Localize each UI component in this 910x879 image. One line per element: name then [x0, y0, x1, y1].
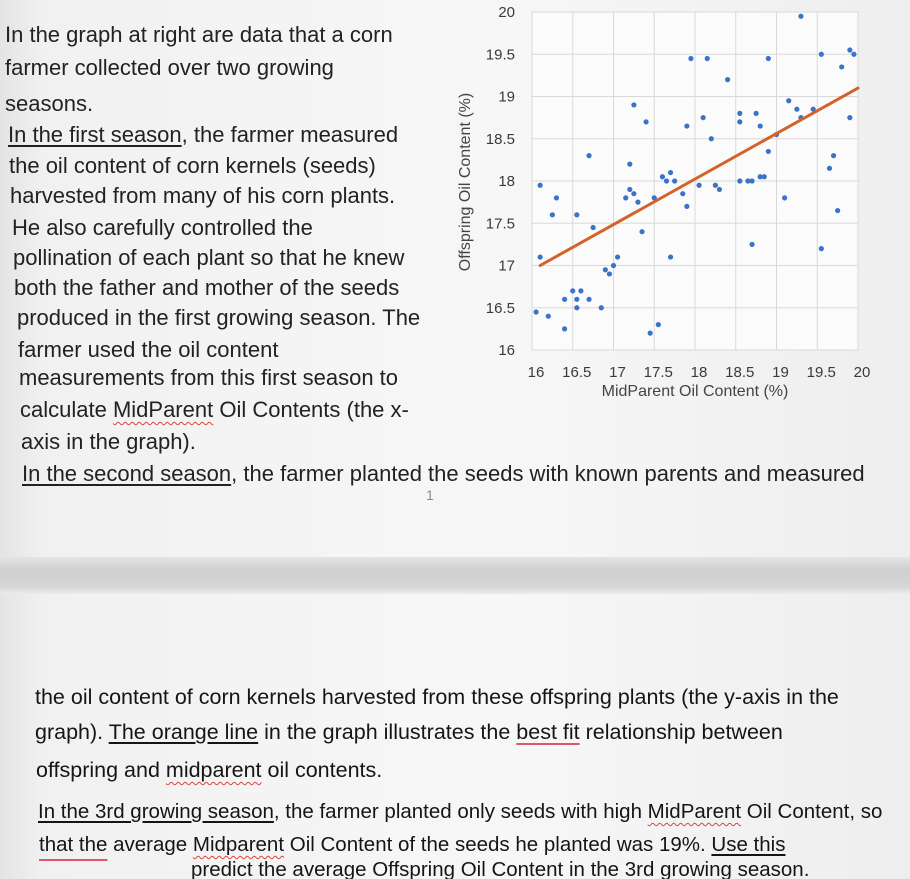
- x-tick-label: 18: [690, 364, 708, 381]
- x-tick-label: 18.5: [725, 364, 755, 381]
- paragraph-line: [5, 90, 93, 118]
- data-point: [717, 187, 722, 192]
- data-point: [538, 183, 543, 188]
- data-point: [599, 305, 604, 310]
- paragraph-line: [22, 460, 865, 488]
- page-number: 1: [426, 487, 434, 503]
- paragraph-line: [36, 756, 382, 784]
- data-point: [725, 77, 730, 82]
- data-point: [639, 229, 644, 234]
- second-season-heading: In the second season: [22, 461, 232, 486]
- data-point: [851, 52, 856, 57]
- scatter-chart: [455, 0, 880, 405]
- text: pollination of each plant so that he knew: [13, 245, 405, 270]
- text: Oil Content of the seeds he planted was 19%.: [284, 833, 712, 856]
- x-axis-title: MidParent Oil Content (%): [601, 383, 789, 400]
- text: measurements from this first season to: [19, 365, 399, 390]
- data-point: [546, 314, 551, 319]
- data-point: [668, 170, 673, 175]
- data-point: [749, 242, 754, 247]
- data-point: [615, 254, 620, 259]
- paragraph-line: [9, 152, 376, 180]
- data-point: [758, 123, 763, 128]
- data-point: [835, 208, 840, 213]
- cut-off-line: [191, 856, 809, 879]
- data-point: [827, 166, 832, 171]
- data-point: [819, 52, 824, 57]
- text: seasons.: [5, 91, 94, 116]
- paragraph-line: [20, 396, 409, 424]
- text: relationship between: [579, 720, 783, 744]
- data-point: [607, 271, 612, 276]
- data-point: [586, 153, 591, 158]
- data-point: [696, 183, 701, 188]
- text: farmer collected over two growing: [5, 55, 334, 80]
- data-point: [591, 225, 596, 230]
- text: average: [107, 833, 193, 856]
- data-point: [570, 288, 575, 293]
- data-point: [627, 187, 632, 192]
- text: graph).: [35, 720, 109, 744]
- data-point: [578, 288, 583, 293]
- data-point: [664, 178, 669, 183]
- orange-line-phrase: The orange line: [108, 720, 259, 744]
- data-point: [684, 204, 689, 209]
- paragraph-line: [35, 683, 839, 711]
- data-point: [762, 174, 767, 179]
- spellcheck-word: midparent: [165, 758, 262, 782]
- data-point: [847, 47, 852, 52]
- x-tick-label: 17.5: [643, 364, 673, 381]
- text: harvested from many of his corn plants.: [10, 183, 396, 208]
- data-point: [737, 178, 742, 183]
- data-point: [656, 322, 661, 327]
- text: Oil Contents (the x-: [213, 397, 409, 422]
- third-season-heading: In the 3rd growing season: [38, 800, 274, 823]
- text: He also carefully controlled the: [12, 215, 313, 240]
- text: both the father and mother of the seeds: [14, 275, 400, 300]
- data-point: [737, 119, 742, 124]
- text: , the farmer planted the seeds with known parents and measured: [231, 461, 865, 486]
- text: In the graph at right are data that a corn: [5, 22, 393, 47]
- data-point: [831, 153, 836, 158]
- paragraph-line: [13, 244, 404, 272]
- y-axis-title: Offspring Oil Content (%): [457, 92, 475, 272]
- paragraph-line: [19, 364, 398, 392]
- data-point: [766, 56, 771, 61]
- data-point: [623, 195, 628, 200]
- data-point: [603, 267, 608, 272]
- paragraph-line: [12, 214, 313, 242]
- data-point: [819, 246, 824, 251]
- text: predict the average Offspring Oil Content in the 3rd growing season.: [191, 858, 810, 879]
- data-point: [688, 56, 693, 61]
- x-tick-label: 20: [853, 364, 871, 381]
- paragraph-line: [5, 21, 393, 49]
- text: the oil content of corn kernels (seeds): [9, 153, 376, 178]
- data-point: [533, 309, 538, 314]
- spellcheck-word: MidParent: [647, 800, 742, 823]
- text: axis in the graph).: [21, 429, 196, 454]
- data-point: [754, 111, 759, 116]
- paragraph-line: [17, 304, 420, 332]
- data-point: [648, 331, 653, 336]
- paragraph-line: [18, 336, 278, 364]
- data-point: [611, 263, 616, 268]
- data-point: [737, 111, 742, 116]
- data-point: [660, 174, 665, 179]
- x-tick-label: 19: [772, 364, 789, 381]
- y-tick-label: 19.5: [485, 46, 515, 64]
- text: the oil content of corn kernels harvested from these offspring plants (the y-axis in the: [35, 685, 839, 709]
- data-point: [839, 64, 844, 69]
- text: in the graph illustrates the: [258, 720, 517, 744]
- data-point: [684, 123, 689, 128]
- paragraph-line: [38, 798, 882, 826]
- paragraph-line: [39, 831, 785, 859]
- x-tick-label: 16.5: [562, 364, 592, 381]
- data-point: [644, 119, 649, 124]
- text: calculate: [20, 397, 113, 422]
- data-point: [574, 305, 579, 310]
- y-tick-label: 18.5: [485, 130, 515, 148]
- best-fit-phrase: best fit: [516, 720, 580, 744]
- data-point: [627, 162, 632, 167]
- paragraph-line: [5, 54, 334, 82]
- data-point: [709, 136, 714, 141]
- first-season-heading: In the first season: [8, 122, 182, 147]
- data-point: [798, 14, 803, 19]
- y-tick-label: 18: [498, 173, 515, 190]
- x-tick-label: 16: [527, 364, 545, 381]
- data-point: [586, 297, 591, 302]
- data-point: [749, 178, 754, 183]
- data-point: [672, 178, 677, 183]
- data-point: [766, 149, 771, 154]
- data-point: [554, 195, 559, 200]
- text: Oil Content, so: [741, 800, 883, 823]
- paragraph-line: [10, 182, 395, 210]
- spellcheck-word: Midparent: [192, 833, 285, 856]
- y-tick-label: 16.5: [485, 299, 515, 317]
- data-point: [562, 326, 567, 331]
- data-point: [680, 191, 685, 196]
- data-point: [705, 56, 710, 61]
- paragraph-line: [21, 428, 196, 456]
- y-tick-label: 17: [498, 257, 515, 275]
- y-tick-label: 19: [498, 88, 515, 106]
- data-point: [562, 297, 567, 302]
- use-this-phrase: Use this: [711, 833, 786, 856]
- data-point: [631, 102, 636, 107]
- data-point: [847, 115, 852, 120]
- text: , the farmer planted only seeds with high: [273, 800, 648, 823]
- data-point: [794, 107, 799, 112]
- data-point: [538, 254, 543, 259]
- data-point: [713, 183, 718, 188]
- y-tick-label: 16: [498, 342, 515, 359]
- text: , the farmer measured: [181, 122, 399, 147]
- paragraph-line: [35, 718, 783, 746]
- data-point: [782, 195, 787, 200]
- paragraph-line: [14, 274, 399, 302]
- data-point: [786, 98, 791, 103]
- y-tick-label: 20: [498, 4, 515, 21]
- data-point: [668, 254, 673, 259]
- x-tick-label: 19.5: [806, 364, 836, 381]
- grammar-phrase: that the: [39, 833, 108, 856]
- spellcheck-word: MidParent: [112, 397, 214, 422]
- text: offspring and: [36, 758, 166, 782]
- text: produced in the first growing season. The: [17, 305, 421, 330]
- data-point: [574, 212, 579, 217]
- y-tick-label: 17.5: [485, 215, 515, 233]
- text: oil contents.: [261, 758, 383, 782]
- page-break-gap: [0, 557, 910, 594]
- data-point: [635, 200, 640, 205]
- paragraph-line: [8, 121, 398, 149]
- text: farmer used the oil content: [18, 337, 279, 362]
- data-point: [574, 297, 579, 302]
- x-tick-label: 17: [609, 364, 626, 381]
- data-point: [701, 115, 706, 120]
- data-point: [550, 212, 555, 217]
- data-point: [631, 191, 636, 196]
